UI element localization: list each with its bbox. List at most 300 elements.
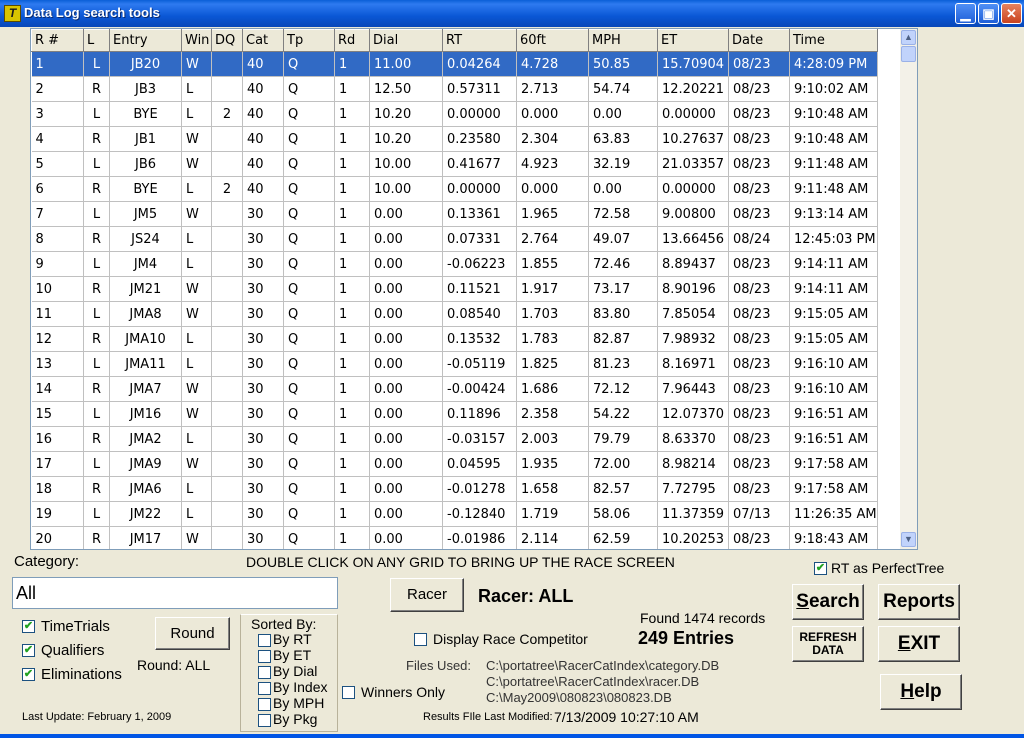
- table-cell[interactable]: 9:15:05 AM: [790, 327, 878, 352]
- table-cell[interactable]: L: [182, 252, 212, 277]
- table-cell[interactable]: 07/13: [729, 502, 790, 527]
- table-cell[interactable]: 0.13532: [443, 327, 517, 352]
- table-cell[interactable]: [212, 227, 243, 252]
- table-cell[interactable]: 79.79: [589, 427, 658, 452]
- table-cell[interactable]: 0.00000: [658, 102, 729, 127]
- table-row[interactable]: [32, 252, 898, 277]
- table-cell[interactable]: -0.01278: [443, 477, 517, 502]
- table-cell[interactable]: R: [84, 477, 110, 502]
- table-cell[interactable]: 08/24: [729, 227, 790, 252]
- table-cell[interactable]: Q: [284, 152, 335, 177]
- table-cell[interactable]: 30: [243, 477, 284, 502]
- table-cell[interactable]: JM17: [110, 527, 182, 551]
- table-cell[interactable]: 30: [243, 227, 284, 252]
- table-cell[interactable]: [212, 477, 243, 502]
- table-cell[interactable]: 11.00: [370, 52, 443, 77]
- table-cell[interactable]: 5: [32, 152, 84, 177]
- table-cell[interactable]: 30: [243, 502, 284, 527]
- table-cell[interactable]: L: [182, 77, 212, 102]
- table-cell[interactable]: R: [84, 177, 110, 202]
- table-cell[interactable]: L: [84, 252, 110, 277]
- table-row[interactable]: [32, 202, 898, 227]
- table-cell[interactable]: Q: [284, 477, 335, 502]
- table-cell[interactable]: -0.03157: [443, 427, 517, 452]
- sort-et-checkbox[interactable]: [258, 650, 271, 663]
- table-cell[interactable]: 4.728: [517, 52, 589, 77]
- table-cell[interactable]: 1: [335, 327, 370, 352]
- table-cell[interactable]: 1.935: [517, 452, 589, 477]
- table-cell[interactable]: 8.63370: [658, 427, 729, 452]
- table-cell[interactable]: 2: [212, 177, 243, 202]
- table-cell[interactable]: L: [84, 152, 110, 177]
- table-cell[interactable]: 10: [32, 277, 84, 302]
- column-header[interactable]: ET: [658, 30, 729, 52]
- table-cell[interactable]: JS24: [110, 227, 182, 252]
- table-cell[interactable]: 30: [243, 427, 284, 452]
- table-row[interactable]: [32, 377, 898, 402]
- table-cell[interactable]: 50.85: [589, 52, 658, 77]
- sort-mph-checkbox[interactable]: [258, 698, 271, 711]
- table-cell[interactable]: 54.74: [589, 77, 658, 102]
- table-cell[interactable]: 0.41677: [443, 152, 517, 177]
- table-row[interactable]: [32, 102, 898, 127]
- table-cell[interactable]: 40: [243, 177, 284, 202]
- table-cell[interactable]: Q: [284, 77, 335, 102]
- table-cell[interactable]: 1: [335, 502, 370, 527]
- table-cell[interactable]: Q: [284, 277, 335, 302]
- table-cell[interactable]: 2: [32, 77, 84, 102]
- table-cell[interactable]: W: [182, 527, 212, 551]
- table-cell[interactable]: W: [182, 302, 212, 327]
- table-cell[interactable]: 1.783: [517, 327, 589, 352]
- table-cell[interactable]: 12.07370: [658, 402, 729, 427]
- table-cell[interactable]: 7: [32, 202, 84, 227]
- table-cell[interactable]: 72.58: [589, 202, 658, 227]
- table-cell[interactable]: 0.00: [370, 202, 443, 227]
- refresh-data-button[interactable]: REFRESH DATA: [792, 626, 864, 662]
- table-cell[interactable]: Q: [284, 502, 335, 527]
- table-cell[interactable]: 1: [335, 127, 370, 152]
- table-cell[interactable]: 1: [335, 152, 370, 177]
- table-cell[interactable]: W: [182, 152, 212, 177]
- column-header[interactable]: Cat: [243, 30, 284, 52]
- table-cell[interactable]: JM21: [110, 277, 182, 302]
- table-cell[interactable]: 9:16:10 AM: [790, 352, 878, 377]
- table-cell[interactable]: L: [84, 52, 110, 77]
- table-cell[interactable]: [212, 202, 243, 227]
- table-cell[interactable]: 40: [243, 152, 284, 177]
- table-cell[interactable]: L: [84, 402, 110, 427]
- grid-vertical-scrollbar[interactable]: [900, 29, 917, 549]
- table-cell[interactable]: 10.20: [370, 127, 443, 152]
- table-cell[interactable]: 1: [335, 177, 370, 202]
- table-row[interactable]: [32, 177, 898, 202]
- table-cell[interactable]: 1.703: [517, 302, 589, 327]
- racer-button[interactable]: Racer: [390, 578, 464, 612]
- table-cell[interactable]: 2.764: [517, 227, 589, 252]
- table-cell[interactable]: 0.000: [517, 177, 589, 202]
- scroll-down-icon[interactable]: ▼: [901, 532, 916, 547]
- table-cell[interactable]: 2.304: [517, 127, 589, 152]
- table-cell[interactable]: 2.713: [517, 77, 589, 102]
- table-cell[interactable]: JM22: [110, 502, 182, 527]
- table-cell[interactable]: 0.00: [589, 102, 658, 127]
- table-cell[interactable]: 19: [32, 502, 84, 527]
- table-cell[interactable]: 1: [335, 252, 370, 277]
- table-cell[interactable]: 15.70904: [658, 52, 729, 77]
- table-cell[interactable]: [212, 302, 243, 327]
- table-cell[interactable]: [212, 152, 243, 177]
- table-cell[interactable]: R: [84, 377, 110, 402]
- table-cell[interactable]: 08/23: [729, 427, 790, 452]
- sort-by-rt[interactable]: [258, 631, 312, 647]
- table-cell[interactable]: 11:26:35 AM: [790, 502, 878, 527]
- table-cell[interactable]: 54.22: [589, 402, 658, 427]
- table-cell[interactable]: 0.00: [370, 452, 443, 477]
- table-cell[interactable]: BYE: [110, 102, 182, 127]
- table-cell[interactable]: 0.23580: [443, 127, 517, 152]
- table-cell[interactable]: 9:16:10 AM: [790, 377, 878, 402]
- table-cell[interactable]: 9: [32, 252, 84, 277]
- table-cell[interactable]: 08/23: [729, 327, 790, 352]
- table-cell[interactable]: 81.23: [589, 352, 658, 377]
- table-cell[interactable]: 12.50: [370, 77, 443, 102]
- table-cell[interactable]: 9:13:14 AM: [790, 202, 878, 227]
- table-cell[interactable]: 2: [212, 102, 243, 127]
- table-cell[interactable]: 1: [335, 527, 370, 551]
- table-cell[interactable]: 9:11:48 AM: [790, 177, 878, 202]
- table-cell[interactable]: [212, 127, 243, 152]
- table-cell[interactable]: 30: [243, 277, 284, 302]
- table-cell[interactable]: 12: [32, 327, 84, 352]
- table-cell[interactable]: Q: [284, 302, 335, 327]
- table-cell[interactable]: 4:28:09 PM: [790, 52, 878, 77]
- table-cell[interactable]: Q: [284, 327, 335, 352]
- table-cell[interactable]: 08/23: [729, 177, 790, 202]
- table-cell[interactable]: 0.11896: [443, 402, 517, 427]
- table-row[interactable]: [32, 402, 898, 427]
- table-cell[interactable]: W: [182, 202, 212, 227]
- table-cell[interactable]: Q: [284, 452, 335, 477]
- table-cell[interactable]: [212, 427, 243, 452]
- table-cell[interactable]: 0.00: [370, 402, 443, 427]
- table-cell[interactable]: Q: [284, 527, 335, 551]
- table-cell[interactable]: 2.003: [517, 427, 589, 452]
- table-cell[interactable]: [212, 252, 243, 277]
- table-cell[interactable]: 72.00: [589, 452, 658, 477]
- table-cell[interactable]: 13.66456: [658, 227, 729, 252]
- table-cell[interactable]: Q: [284, 227, 335, 252]
- table-cell[interactable]: 0.08540: [443, 302, 517, 327]
- table-cell[interactable]: 08/23: [729, 377, 790, 402]
- table-cell[interactable]: 08/23: [729, 252, 790, 277]
- table-cell[interactable]: 30: [243, 402, 284, 427]
- column-header[interactable]: L: [84, 30, 110, 52]
- table-cell[interactable]: 58.06: [589, 502, 658, 527]
- table-cell[interactable]: 0.07331: [443, 227, 517, 252]
- table-cell[interactable]: 7.72795: [658, 477, 729, 502]
- table-row[interactable]: [32, 327, 898, 352]
- sort-by-index[interactable]: [258, 679, 327, 695]
- table-cell[interactable]: 08/23: [729, 452, 790, 477]
- table-cell[interactable]: 1: [335, 302, 370, 327]
- table-cell[interactable]: 15: [32, 402, 84, 427]
- column-header[interactable]: Rd: [335, 30, 370, 52]
- table-cell[interactable]: 1.825: [517, 352, 589, 377]
- table-cell[interactable]: 32.19: [589, 152, 658, 177]
- table-cell[interactable]: 08/23: [729, 302, 790, 327]
- table-cell[interactable]: L: [182, 352, 212, 377]
- column-header[interactable]: Tp: [284, 30, 335, 52]
- table-cell[interactable]: L: [182, 327, 212, 352]
- sort-by-dial[interactable]: [258, 663, 317, 679]
- table-cell[interactable]: JMA9: [110, 452, 182, 477]
- close-button[interactable]: ✕: [1001, 3, 1022, 24]
- table-cell[interactable]: 7.96443: [658, 377, 729, 402]
- table-cell[interactable]: L: [182, 177, 212, 202]
- table-row[interactable]: [32, 452, 898, 477]
- qualifiers-checkbox[interactable]: ✔: [23, 644, 34, 656]
- table-cell[interactable]: 21.03357: [658, 152, 729, 177]
- table-cell[interactable]: W: [182, 277, 212, 302]
- table-cell[interactable]: -0.00424: [443, 377, 517, 402]
- table-cell[interactable]: W: [182, 452, 212, 477]
- table-cell[interactable]: 10.00: [370, 177, 443, 202]
- table-cell[interactable]: 13: [32, 352, 84, 377]
- table-cell[interactable]: 40: [243, 52, 284, 77]
- table-cell[interactable]: 4.923: [517, 152, 589, 177]
- table-cell[interactable]: 08/23: [729, 402, 790, 427]
- table-cell[interactable]: Q: [284, 377, 335, 402]
- table-cell[interactable]: L: [84, 102, 110, 127]
- table-cell[interactable]: 0.00: [370, 252, 443, 277]
- table-cell[interactable]: 30: [243, 327, 284, 352]
- rt-perfecttree-checkbox[interactable]: ✔: [815, 562, 826, 574]
- table-cell[interactable]: 1: [32, 52, 84, 77]
- table-cell[interactable]: 40: [243, 127, 284, 152]
- table-cell[interactable]: 1: [335, 377, 370, 402]
- table-cell[interactable]: R: [84, 277, 110, 302]
- table-cell[interactable]: 8.98214: [658, 452, 729, 477]
- table-cell[interactable]: [212, 377, 243, 402]
- table-cell[interactable]: 08/23: [729, 352, 790, 377]
- table-cell[interactable]: Q: [284, 52, 335, 77]
- table-row[interactable]: [32, 427, 898, 452]
- table-cell[interactable]: 1: [335, 277, 370, 302]
- table-cell[interactable]: 0.00000: [658, 177, 729, 202]
- table-cell[interactable]: 10.20253: [658, 527, 729, 551]
- table-cell[interactable]: 18: [32, 477, 84, 502]
- table-cell[interactable]: 7.85054: [658, 302, 729, 327]
- table-cell[interactable]: 1: [335, 102, 370, 127]
- category-input[interactable]: All: [12, 577, 338, 609]
- table-row[interactable]: [32, 527, 898, 551]
- table-cell[interactable]: 4: [32, 127, 84, 152]
- table-cell[interactable]: W: [182, 127, 212, 152]
- reports-button[interactable]: Reports: [878, 584, 960, 620]
- table-cell[interactable]: JB1: [110, 127, 182, 152]
- table-cell[interactable]: 1.917: [517, 277, 589, 302]
- table-cell[interactable]: W: [182, 377, 212, 402]
- table-cell[interactable]: 63.83: [589, 127, 658, 152]
- table-row[interactable]: [32, 152, 898, 177]
- table-cell[interactable]: 30: [243, 377, 284, 402]
- table-cell[interactable]: R: [84, 127, 110, 152]
- table-cell[interactable]: [212, 52, 243, 77]
- table-row[interactable]: [32, 127, 898, 152]
- table-cell[interactable]: 08/23: [729, 127, 790, 152]
- table-cell[interactable]: R: [84, 527, 110, 551]
- exit-button[interactable]: [878, 626, 960, 662]
- table-cell[interactable]: 8.90196: [658, 277, 729, 302]
- table-cell[interactable]: 0.57311: [443, 77, 517, 102]
- column-header[interactable]: MPH: [589, 30, 658, 52]
- column-header[interactable]: 60ft: [517, 30, 589, 52]
- table-cell[interactable]: [212, 327, 243, 352]
- table-cell[interactable]: 40: [243, 102, 284, 127]
- table-cell[interactable]: 30: [243, 202, 284, 227]
- table-cell[interactable]: L: [182, 502, 212, 527]
- table-cell[interactable]: JMA6: [110, 477, 182, 502]
- table-cell[interactable]: W: [182, 402, 212, 427]
- table-cell[interactable]: 0.00: [370, 477, 443, 502]
- table-cell[interactable]: 11: [32, 302, 84, 327]
- table-cell[interactable]: 0.00: [370, 352, 443, 377]
- table-cell[interactable]: 49.07: [589, 227, 658, 252]
- scroll-up-icon[interactable]: ▲: [901, 30, 916, 45]
- table-cell[interactable]: Q: [284, 202, 335, 227]
- table-cell[interactable]: L: [84, 502, 110, 527]
- table-row[interactable]: [32, 502, 898, 527]
- table-cell[interactable]: 1: [335, 427, 370, 452]
- table-cell[interactable]: Q: [284, 402, 335, 427]
- table-cell[interactable]: 12:45:03 PM: [790, 227, 878, 252]
- table-cell[interactable]: 1: [335, 452, 370, 477]
- table-cell[interactable]: 8: [32, 227, 84, 252]
- table-cell[interactable]: 14: [32, 377, 84, 402]
- table-cell[interactable]: 0.04595: [443, 452, 517, 477]
- table-cell[interactable]: 20: [32, 527, 84, 551]
- eliminations-checkbox[interactable]: ✔: [23, 668, 34, 680]
- column-header[interactable]: Dial: [370, 30, 443, 52]
- table-cell[interactable]: 0.00: [370, 427, 443, 452]
- sort-by-mph[interactable]: [258, 695, 324, 711]
- results-grid[interactable]: [30, 28, 918, 550]
- sort-by-et[interactable]: [258, 647, 311, 663]
- table-cell[interactable]: 08/23: [729, 477, 790, 502]
- table-cell[interactable]: L: [182, 227, 212, 252]
- sort-rt-checkbox[interactable]: [258, 634, 271, 647]
- table-cell[interactable]: L: [84, 202, 110, 227]
- table-cell[interactable]: 6: [32, 177, 84, 202]
- sort-dial-checkbox[interactable]: [258, 666, 271, 679]
- table-cell[interactable]: [212, 77, 243, 102]
- table-cell[interactable]: 1: [335, 202, 370, 227]
- table-cell[interactable]: [212, 527, 243, 551]
- table-cell[interactable]: 1: [335, 77, 370, 102]
- table-cell[interactable]: 9:18:43 AM: [790, 527, 878, 551]
- table-cell[interactable]: 0.000: [517, 102, 589, 127]
- table-cell[interactable]: [212, 402, 243, 427]
- table-cell[interactable]: 1: [335, 477, 370, 502]
- minimize-button[interactable]: ▁: [955, 3, 976, 24]
- table-cell[interactable]: 9:14:11 AM: [790, 277, 878, 302]
- column-header[interactable]: R #: [32, 30, 84, 52]
- table-cell[interactable]: 08/23: [729, 102, 790, 127]
- table-cell[interactable]: 30: [243, 302, 284, 327]
- table-cell[interactable]: JMA8: [110, 302, 182, 327]
- table-row[interactable]: [32, 477, 898, 502]
- table-cell[interactable]: 1.658: [517, 477, 589, 502]
- table-cell[interactable]: 30: [243, 352, 284, 377]
- table-cell[interactable]: R: [84, 427, 110, 452]
- table-cell[interactable]: JB20: [110, 52, 182, 77]
- table-cell[interactable]: 08/23: [729, 202, 790, 227]
- table-cell[interactable]: 3: [32, 102, 84, 127]
- table-cell[interactable]: 12.20221: [658, 77, 729, 102]
- table-cell[interactable]: 1: [335, 352, 370, 377]
- table-cell[interactable]: 0.13361: [443, 202, 517, 227]
- table-cell[interactable]: 40: [243, 77, 284, 102]
- table-cell[interactable]: 83.80: [589, 302, 658, 327]
- table-cell[interactable]: 30: [243, 452, 284, 477]
- table-cell[interactable]: 0.00: [370, 327, 443, 352]
- table-cell[interactable]: 0.00000: [443, 102, 517, 127]
- table-cell[interactable]: L: [182, 102, 212, 127]
- table-cell[interactable]: L: [182, 477, 212, 502]
- table-cell[interactable]: 9:10:48 AM: [790, 102, 878, 127]
- scroll-thumb[interactable]: [901, 46, 916, 62]
- table-cell[interactable]: 08/23: [729, 52, 790, 77]
- table-cell[interactable]: JM4: [110, 252, 182, 277]
- table-cell[interactable]: 72.12: [589, 377, 658, 402]
- table-row[interactable]: [32, 277, 898, 302]
- table-cell[interactable]: 73.17: [589, 277, 658, 302]
- table-cell[interactable]: -0.06223: [443, 252, 517, 277]
- table-cell[interactable]: 10.20: [370, 102, 443, 127]
- column-header[interactable]: DQ: [212, 30, 243, 52]
- table-cell[interactable]: JM5: [110, 202, 182, 227]
- table-cell[interactable]: -0.05119: [443, 352, 517, 377]
- table-cell[interactable]: [212, 502, 243, 527]
- winners-only-checkbox[interactable]: [342, 686, 355, 699]
- table-cell[interactable]: JM16: [110, 402, 182, 427]
- table-cell[interactable]: 30: [243, 252, 284, 277]
- table-cell[interactable]: 9:17:58 AM: [790, 452, 878, 477]
- table-cell[interactable]: -0.12840: [443, 502, 517, 527]
- table-cell[interactable]: 9:17:58 AM: [790, 477, 878, 502]
- table-cell[interactable]: 30: [243, 527, 284, 551]
- display-competitor-checkbox[interactable]: [414, 633, 427, 646]
- table-cell[interactable]: 1.686: [517, 377, 589, 402]
- table-row[interactable]: [32, 52, 898, 77]
- table-cell[interactable]: 11.37359: [658, 502, 729, 527]
- table-cell[interactable]: 10.00: [370, 152, 443, 177]
- table-cell[interactable]: R: [84, 227, 110, 252]
- table-cell[interactable]: 9:10:48 AM: [790, 127, 878, 152]
- table-cell[interactable]: Q: [284, 102, 335, 127]
- table-cell[interactable]: JMA7: [110, 377, 182, 402]
- table-cell[interactable]: 0.04264: [443, 52, 517, 77]
- column-header[interactable]: Entry: [110, 30, 182, 52]
- table-cell[interactable]: 1: [335, 402, 370, 427]
- column-header[interactable]: RT: [443, 30, 517, 52]
- column-header[interactable]: Date: [729, 30, 790, 52]
- table-row[interactable]: [32, 227, 898, 252]
- column-header[interactable]: Time: [790, 30, 878, 52]
- table-cell[interactable]: [212, 352, 243, 377]
- table-cell[interactable]: JMA2: [110, 427, 182, 452]
